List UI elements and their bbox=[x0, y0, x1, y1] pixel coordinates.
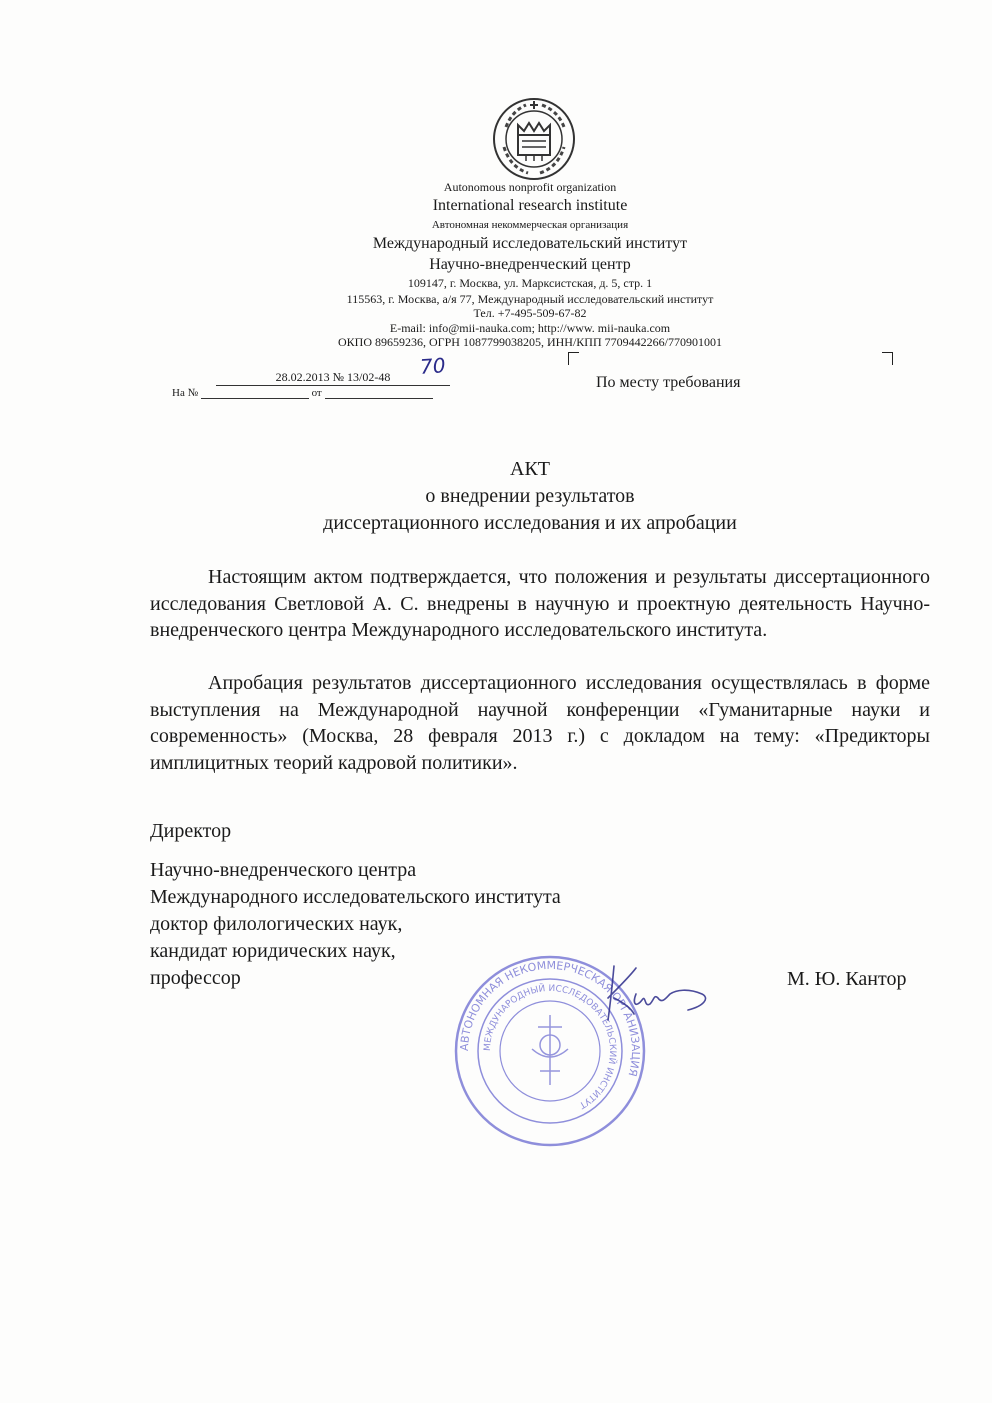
signer-degree-1: доктор филологических наук, bbox=[150, 913, 403, 935]
address-line-1: 109147, г. Москва, ул. Марксистская, д. 5, стр. 1 bbox=[407, 276, 653, 290]
signer-name: М. Ю. Кантор bbox=[787, 968, 907, 990]
outgoing-date-number: 28.02.2013 № 13/02-48 bbox=[216, 370, 450, 386]
body-paragraph-1: Настоящим актом подтверждается, что положения и результаты диссертационного исследования Светловой А. С. внедрены в научную и проектную деятельность Научно-внедренческого центра Международного исследовательского института. bbox=[150, 566, 930, 641]
signer-title: профессор bbox=[150, 967, 241, 989]
handwritten-signature bbox=[592, 958, 722, 1038]
contacts-line: E-mail: info@mii-nauka.com; http://www. mii-nauka.com bbox=[389, 321, 671, 335]
ref-number-blank bbox=[201, 388, 309, 399]
document-subtitle-1: о внедрении результатов bbox=[425, 485, 635, 507]
org-type-ru: Автономная некоммерческая организация bbox=[431, 219, 629, 231]
phone-line: Тел. +7-495-509-67-82 bbox=[473, 306, 587, 320]
addressee: По месту требования bbox=[596, 374, 741, 391]
address-line-2: 115563, г. Москва, а/я 77, Международный исследовательский институт bbox=[346, 292, 714, 306]
org-name-ru: Международный исследовательский институт bbox=[372, 235, 688, 252]
center-name: Научно-внедренческий центр bbox=[429, 256, 631, 273]
org-type-en: Autonomous nonprofit organization bbox=[443, 180, 617, 194]
signer-position: Директор bbox=[150, 820, 232, 842]
ref-prefix: На № bbox=[172, 387, 199, 399]
address-corner-right bbox=[882, 352, 893, 365]
ref-date-blank bbox=[325, 388, 433, 399]
stamp-outer-text: АВТОНОМНАЯ НЕКОММЕРЧЕСКАЯ ОРГАНИЗАЦИЯ bbox=[457, 958, 643, 1078]
document-title: АКТ bbox=[510, 458, 550, 480]
stamp-inner-text: МЕЖДУНАРОДНЫЙ ИССЛЕДОВАТЕЛЬСКИЙ ИНСТИТУТ bbox=[482, 983, 618, 1110]
body-paragraph-2: Апробация результатов диссертационного исследования осуществлялась в форме выступления на Международной научной конференции «Гуманитарные науки и современность» (Москва, 28 февраля 2013 г.) с докладом на тему: «Предикторы имплицитных теорий кадровой политики». bbox=[150, 672, 930, 774]
signer-unit-1: Научно-внедренческого центра bbox=[150, 859, 417, 881]
document-subtitle-2: диссертационного исследования и их апробации bbox=[323, 512, 737, 534]
signer-degree-2: кандидат юридических наук, bbox=[150, 940, 396, 962]
institute-emblem-logo bbox=[492, 97, 576, 181]
address-corner-left bbox=[568, 352, 579, 365]
registration-codes: ОКПО 89659236, ОГРН 1087799038205, ИНН/КПП 7709442266/770901001 bbox=[338, 335, 722, 349]
signer-unit-2: Международного исследовательского института bbox=[150, 886, 561, 908]
org-name-en: International research institute bbox=[432, 197, 628, 214]
reference-line bbox=[172, 387, 433, 399]
handwritten-number: 70 bbox=[419, 353, 447, 379]
ref-from: от bbox=[311, 387, 322, 399]
